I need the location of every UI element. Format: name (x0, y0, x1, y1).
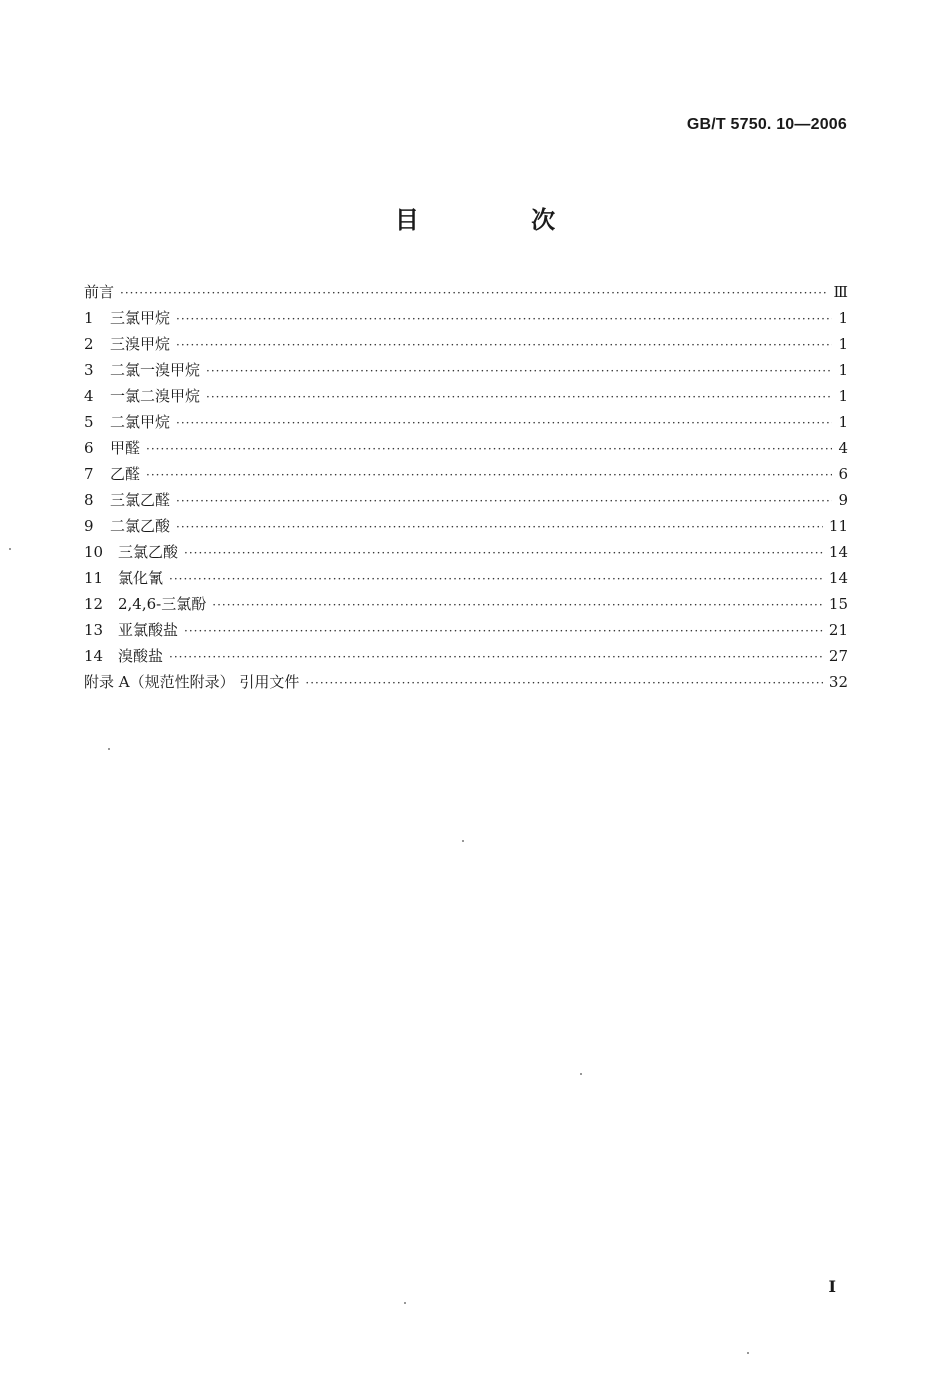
toc-entry-number: 6 (84, 439, 94, 457)
toc-entry-page: 4 (838, 439, 848, 457)
toc-entry-14[interactable] (84, 643, 848, 669)
scan-speck (462, 840, 464, 842)
toc-entry-page: 1 (838, 361, 848, 379)
dot-leader (146, 436, 832, 462)
dot-leader (184, 540, 823, 566)
toc-entry-label: 三氯甲烷 (110, 309, 171, 327)
toc-entry-page: 6 (838, 465, 848, 483)
toc-entry-10[interactable] (84, 539, 848, 565)
toc-entry-page: 1 (838, 413, 848, 431)
toc-entry-9[interactable] (84, 513, 848, 539)
dot-leader (176, 488, 832, 514)
dot-leader (184, 618, 823, 644)
toc-entry-11[interactable] (84, 565, 848, 591)
toc-entry-page: 27 (828, 647, 848, 665)
dot-leader (146, 462, 832, 488)
dot-leader (120, 280, 828, 306)
toc-entry-number: 8 (84, 491, 94, 509)
dot-leader (176, 306, 832, 332)
toc-entry-page: 9 (838, 491, 848, 509)
toc-entry-number: 3 (84, 361, 94, 379)
toc-entry-label: 前言 (84, 283, 115, 301)
toc-entry-number: 12 (84, 595, 104, 613)
dot-leader (206, 384, 832, 410)
toc-entry-5[interactable] (84, 409, 848, 435)
toc-entry-number: 13 (84, 621, 104, 639)
toc-entry-page: 32 (828, 673, 848, 691)
toc-entry-8[interactable] (84, 487, 848, 513)
toc-entry-label: 溴酸盐 (118, 647, 164, 665)
toc-entry-number: 14 (84, 647, 104, 665)
toc-entry-label: 三溴甲烷 (110, 335, 171, 353)
toc-entry-label: 三氯乙醛 (110, 491, 171, 509)
toc-entry-number: 2 (84, 335, 94, 353)
scan-speck (580, 1073, 582, 1075)
toc-entry-1[interactable] (84, 305, 848, 331)
dot-leader (176, 332, 832, 358)
toc-entry-label: 二氯一溴甲烷 (110, 361, 201, 379)
scan-speck (747, 1352, 749, 1354)
toc-entry-label: 亚氯酸盐 (118, 621, 179, 639)
toc-entry-label: 乙醛 (110, 465, 141, 483)
toc-entry-number: 10 (84, 543, 104, 561)
dot-leader (169, 644, 823, 670)
toc-entry-13[interactable] (84, 617, 848, 643)
page-title: 目 次 (394, 206, 608, 234)
toc-entry-label: 一氯二溴甲烷 (110, 387, 201, 405)
toc-entry-number: 9 (84, 517, 94, 535)
toc-entry-foreword[interactable] (84, 279, 848, 305)
scan-speck (9, 548, 11, 550)
table-of-contents (84, 279, 848, 695)
toc-entry-appendix-a[interactable] (84, 669, 848, 695)
toc-entry-label: 二氯乙酸 (110, 517, 171, 535)
toc-entry-page: 14 (828, 543, 848, 561)
toc-entry-label: 附录 A（规范性附录） 引用文件 (84, 673, 300, 691)
toc-entry-page: 21 (828, 621, 848, 639)
toc-entry-4[interactable] (84, 383, 848, 409)
dot-leader (212, 592, 823, 618)
scan-speck (108, 748, 110, 750)
dot-leader (206, 358, 832, 384)
toc-entry-page: Ⅲ (833, 283, 848, 301)
page-number: I (828, 1277, 836, 1296)
toc-entry-page: 1 (838, 335, 848, 353)
toc-entry-label: 氯化氰 (118, 569, 164, 587)
toc-entry-page: 1 (838, 387, 848, 405)
toc-entry-page: 15 (828, 595, 848, 613)
toc-entry-3[interactable] (84, 357, 848, 383)
standard-number: GB/T 5750. 10—2006 (686, 116, 847, 133)
toc-entry-number: 7 (84, 465, 94, 483)
toc-entry-label: 三氯乙酸 (118, 543, 179, 561)
toc-entry-number: 11 (84, 569, 104, 587)
toc-entry-label: 甲醛 (110, 439, 141, 457)
toc-entry-6[interactable] (84, 435, 848, 461)
toc-entry-page: 1 (838, 309, 848, 327)
toc-entry-page: 14 (828, 569, 848, 587)
toc-entry-7[interactable] (84, 461, 848, 487)
dot-leader (305, 670, 823, 696)
dot-leader (176, 410, 832, 436)
toc-entry-2[interactable] (84, 331, 848, 357)
toc-entry-number: 1 (84, 309, 94, 327)
toc-entry-number: 5 (84, 413, 94, 431)
dot-leader (176, 514, 823, 540)
scan-speck (404, 1302, 406, 1304)
toc-entry-number: 4 (84, 387, 94, 405)
toc-entry-page: 11 (828, 517, 848, 535)
toc-entry-label: 二氯甲烷 (110, 413, 171, 431)
toc-entry-label: 2,4,6-三氯酚 (118, 595, 207, 613)
toc-entry-12[interactable] (84, 591, 848, 617)
dot-leader (169, 566, 823, 592)
